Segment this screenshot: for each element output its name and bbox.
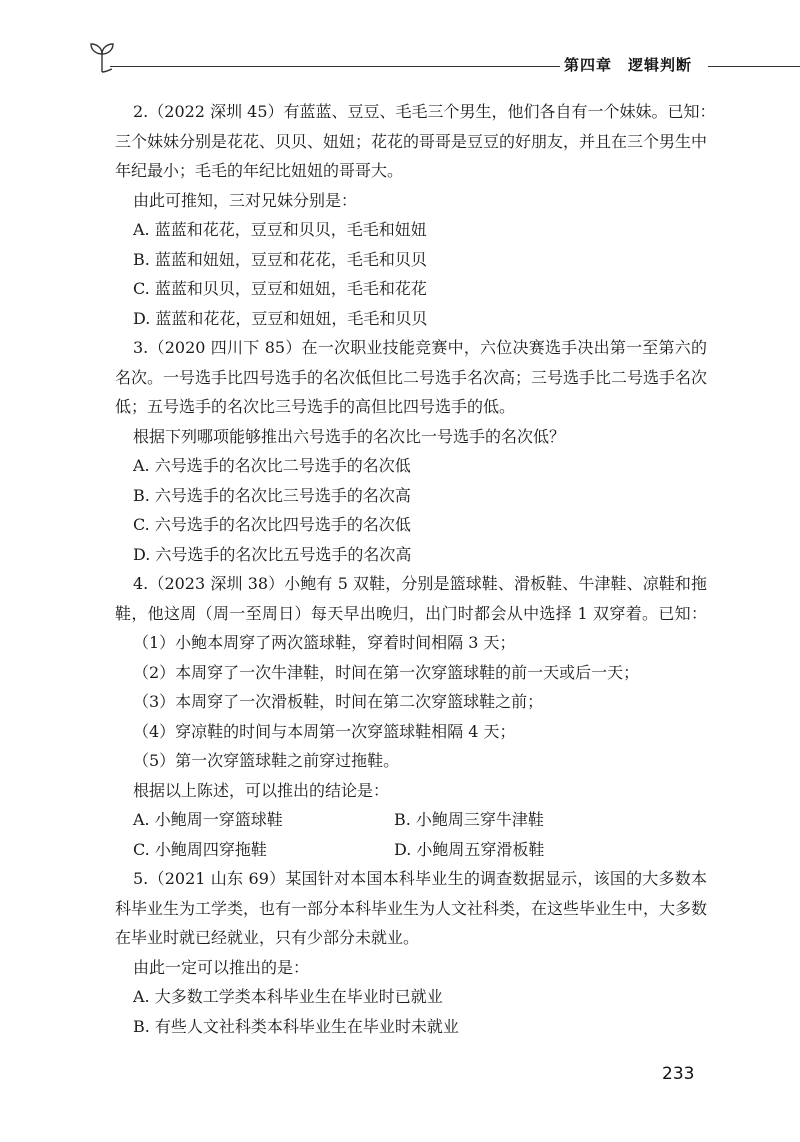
question-4-condition-3: （3）本周穿了一次滑板鞋，时间在第二次穿篮球鞋之前； [133, 692, 544, 711]
question-4-options-row-2 [115, 835, 707, 865]
sprout-icon [88, 40, 116, 74]
question-3-option-a: A. 六号选手的名次比二号选手的名次低 [133, 456, 411, 475]
page-body [115, 97, 716, 1041]
question-5 [115, 864, 707, 1041]
question-2-line-3: 年纪最小；毛毛的年纪比妞妞的哥哥大。 [115, 161, 404, 180]
question-5-line-2: 科毕业生为工学类，也有一部分本科毕业生为人文社科类，在这些毕业生中，大多数 [115, 898, 708, 918]
question-5-line-1: 5.（2021 山东 69）某国针对本国本科毕业生的调查数据显示，该国的大多数本 [133, 869, 707, 888]
question-4-options-row-1 [115, 805, 707, 835]
chapter-title: 第四章 逻辑判断 [560, 54, 696, 75]
question-2 [115, 97, 716, 333]
header-rule-right [708, 66, 800, 67]
question-3-line-2: 名次。一号选手比四号选手的名次低但比二号选手名次高；三号选手比二号选手名次 [115, 367, 708, 387]
question-4-option-a: A. 小鲍周一穿篮球鞋 [133, 810, 283, 829]
question-4-prompt: 根据以上陈述，可以推出的结论是： [133, 780, 390, 800]
page-number: 233 [662, 1064, 695, 1084]
question-3-option-c: C. 六号选手的名次比四号选手的名次低 [133, 515, 411, 534]
question-3 [115, 333, 707, 569]
question-4 [115, 569, 707, 864]
running-header [88, 38, 800, 78]
question-3-line-3: 低；五号选手的名次比三号选手的高但比四号选手的低。 [115, 397, 516, 416]
question-4-condition-4: （4）穿凉鞋的时间与本周第一次穿篮球鞋相隔 4 天； [133, 721, 516, 741]
question-4-option-b: B. 小鲍周三穿牛津鞋 [394, 810, 544, 829]
question-5-line-3: 在毕业时就已经就业，只有少部分未就业。 [115, 928, 420, 947]
question-5-option-b: B. 有些人文社科类本科毕业生在毕业时未就业 [133, 1016, 459, 1036]
question-4-option-c: C. 小鲍周四穿拖鞋 [133, 839, 267, 859]
question-4-option-d: D. 小鲍周五穿滑板鞋 [394, 839, 545, 859]
question-2-line-1: 2.（2022 深圳 45）有蓝蓝、豆豆、毛毛三个男生，他们各自有一个妹妹。已知： [133, 102, 716, 121]
question-2-line-2: 三个妹妹分别是花花、贝贝、妞妞；花花的哥哥是豆豆的好朋友，并且在三个男生中 [115, 131, 708, 151]
question-2-option-a: A. 蓝蓝和花花，豆豆和贝贝，毛毛和妞妞 [133, 220, 427, 239]
question-2-prompt: 由此可推知，三对兄妹分别是： [133, 190, 358, 210]
question-3-line-1: 3.（2020 四川下 85）在一次职业技能竞赛中，六位决赛选手决出第一至第六的 [133, 338, 707, 357]
question-4-condition-2: （2）本周穿了一次牛津鞋，时间在第一次穿篮球鞋的前一天或后一天； [133, 662, 640, 682]
question-4-condition-5: （5）第一次穿篮球鞋之前穿过拖鞋。 [133, 751, 400, 770]
question-4-line-1: 4.（2023 深圳 38）小鲍有 5 双鞋，分别是篮球鞋、滑板鞋、牛津鞋、凉鞋和拖 [133, 574, 707, 593]
question-2-option-c: C. 蓝蓝和贝贝，豆豆和妞妞，毛毛和花花 [133, 279, 427, 298]
question-4-line-2: 鞋，他这周（周一至周日）每天早出晚归，出门时都会从中选择 1 双穿着。已知： [115, 603, 707, 623]
question-4-condition-1: （1）小鲍本周穿了两次篮球鞋，穿着时间相隔 3 天； [133, 633, 516, 652]
question-2-option-d: D. 蓝蓝和花花，豆豆和妞妞，毛毛和贝贝 [133, 308, 428, 328]
question-5-prompt: 由此一定可以推出的是： [133, 957, 310, 977]
question-3-option-d: D. 六号选手的名次比五号选手的名次高 [133, 544, 412, 564]
question-5-option-a: A. 大多数工学类本科毕业生在毕业时已就业 [133, 987, 443, 1006]
question-3-option-b: B. 六号选手的名次比三号选手的名次高 [133, 485, 411, 505]
question-3-prompt: 根据下列哪项能够推出六号选手的名次比一号选手的名次低？ [133, 426, 566, 446]
question-2-option-b: B. 蓝蓝和妞妞，豆豆和花花，毛毛和贝贝 [133, 249, 427, 269]
